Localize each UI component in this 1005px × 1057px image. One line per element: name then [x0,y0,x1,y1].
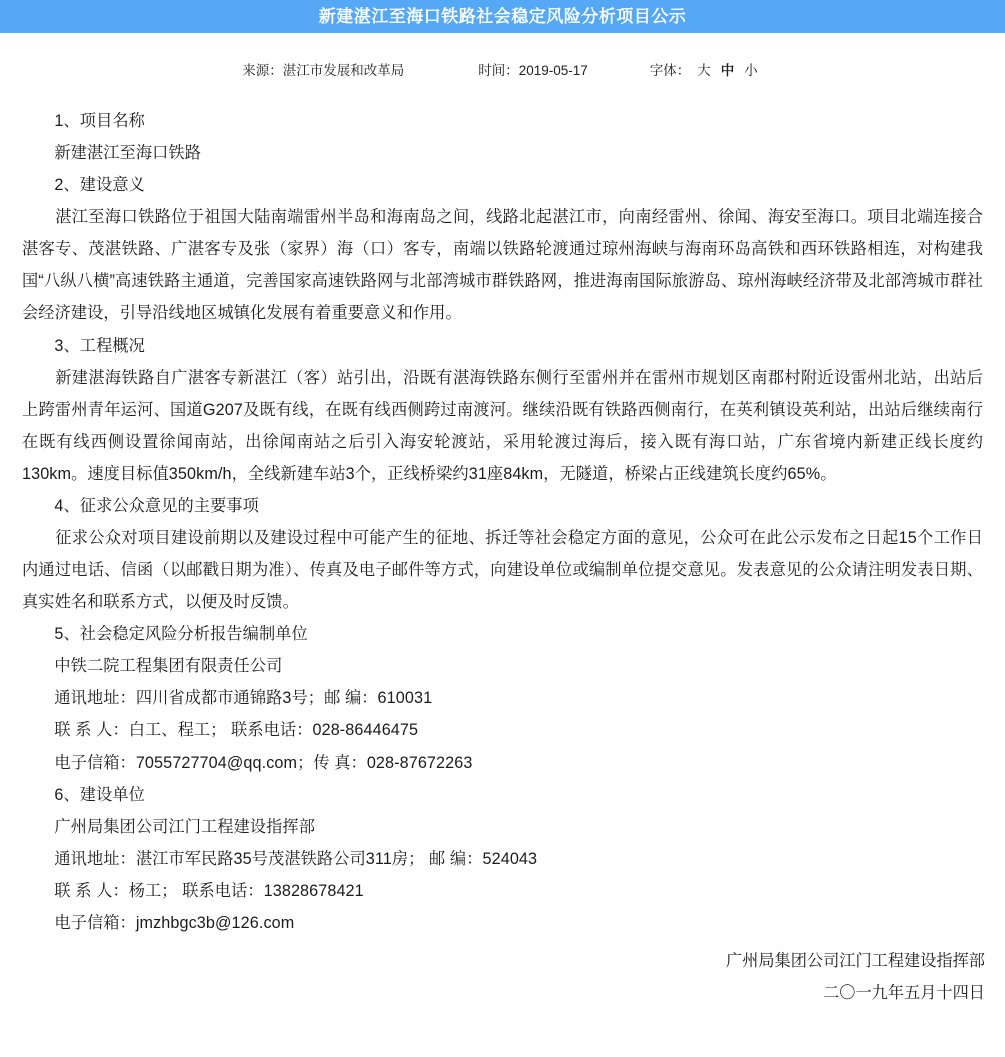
signature-organization: 广州局集团公司江门工程建设指挥部 [726,952,985,971]
font-size-label: 字体： [649,62,691,78]
page-header-bar [0,0,1005,33]
section-heading-6: 6、建设单位 [54,785,145,804]
construction-unit-email: 电子信箱：jmzhbgc3b@126.com [54,913,295,932]
font-size-large-button[interactable]: 大 [697,62,711,78]
article-body [0,91,1005,939]
meta-publish-time: 时间：2019-05-17 [478,62,588,78]
section-heading-5: 5、社会稳定风险分析报告编制单位 [54,625,308,644]
project-name-value: 新建湛江至海口铁路 [54,144,201,163]
section-3-paragraph: 新建湛海铁路自广湛客专新湛江（客）站引出，沿既有湛海铁路东侧行至雷州并在雷州市规划区南郡村附近设雷州北站，出站后上跨雷州青年运河、国道G207及既有线，在既有线西侧跨过南渡河。继续沿既有铁路西侧南行，在英利镇设英利站，出站后继续南行在既有线西侧设置徐闻南站，出徐闻南站之后引入海安轮渡站，采用轮渡过海后，接入既有海口站，广东省境内新建正线长度约130km。速度目标值350km/h，全线新建车站3个，正线桥梁约31座84km，无隧道，桥梁占正线建筑长度约65%。 [22,368,983,483]
section-4-paragraph: 征求公众对项目建设前期以及建设过程中可能产生的征地、拆迁等社会稳定方面的意见，公众可在此公示发布之日起15个工作日内通过电话、信函（以邮戳日期为准）、传真及电子邮件等方式，向建设单位或编制单位提交意见。发表意见的公众请注明发表日期、真实姓名和联系方式，以便及时反馈。 [22,529,983,612]
report-unit-name: 中铁二院工程集团有限责任公司 [54,657,283,676]
section-2-paragraph: 湛江至海口铁路位于祖国大陆南端雷州半岛和海南岛之间，线路北起湛江市，向南经雷州、徐闻、海安至海口。项目北端连接合湛客专、茂湛铁路、广湛客专及张（家界）海（口）客专，南端以铁路轮渡通过琼州海峡与海南环岛高铁和西环铁路相连，对构建我国“八纵八横”高速铁路主通道，完善国家高速铁路网与北部湾城市群铁路网，推进海南国际旅游岛、琼州海峡经济带及北部湾城市群社会经济建设，引导沿线地区城镇化发展有着重要意义和作用。 [22,208,983,323]
construction-unit-address: 通讯地址：湛江市军民路35号茂湛铁路公司311房； 邮 编：524043 [54,849,538,868]
construction-unit-name: 广州局集团公司江门工程建设指挥部 [54,817,315,836]
construction-unit-contact: 联 系 人：杨工； 联系电话：13828678421 [54,881,364,900]
section-heading-4: 4、征求公众意见的主要事项 [54,496,259,515]
meta-source: 来源：湛江市发展和改革局 [242,62,405,78]
page-title: 新建湛江至海口铁路社会稳定风险分析项目公示 [318,7,687,26]
report-unit-email: 电子信箱：7055727704@qq.com；传 真：028-87672263 [54,753,473,772]
signature-block [0,945,1005,1009]
font-size-small-button[interactable]: 小 [744,62,758,78]
signature-date: 二〇一九年五月十四日 [823,984,985,1003]
report-unit-contact: 联 系 人：白工、程工； 联系电话：028-86446475 [54,721,419,740]
font-size-medium-button[interactable]: 中 [720,62,735,78]
article-meta-row [0,33,1005,91]
section-heading-1: 1、项目名称 [54,112,145,130]
report-unit-address: 通讯地址：四川省成都市通锦路3号；邮 编：610031 [54,689,433,708]
section-heading-3: 3、工程概况 [54,336,145,355]
section-heading-2: 2、建设意义 [54,176,145,195]
